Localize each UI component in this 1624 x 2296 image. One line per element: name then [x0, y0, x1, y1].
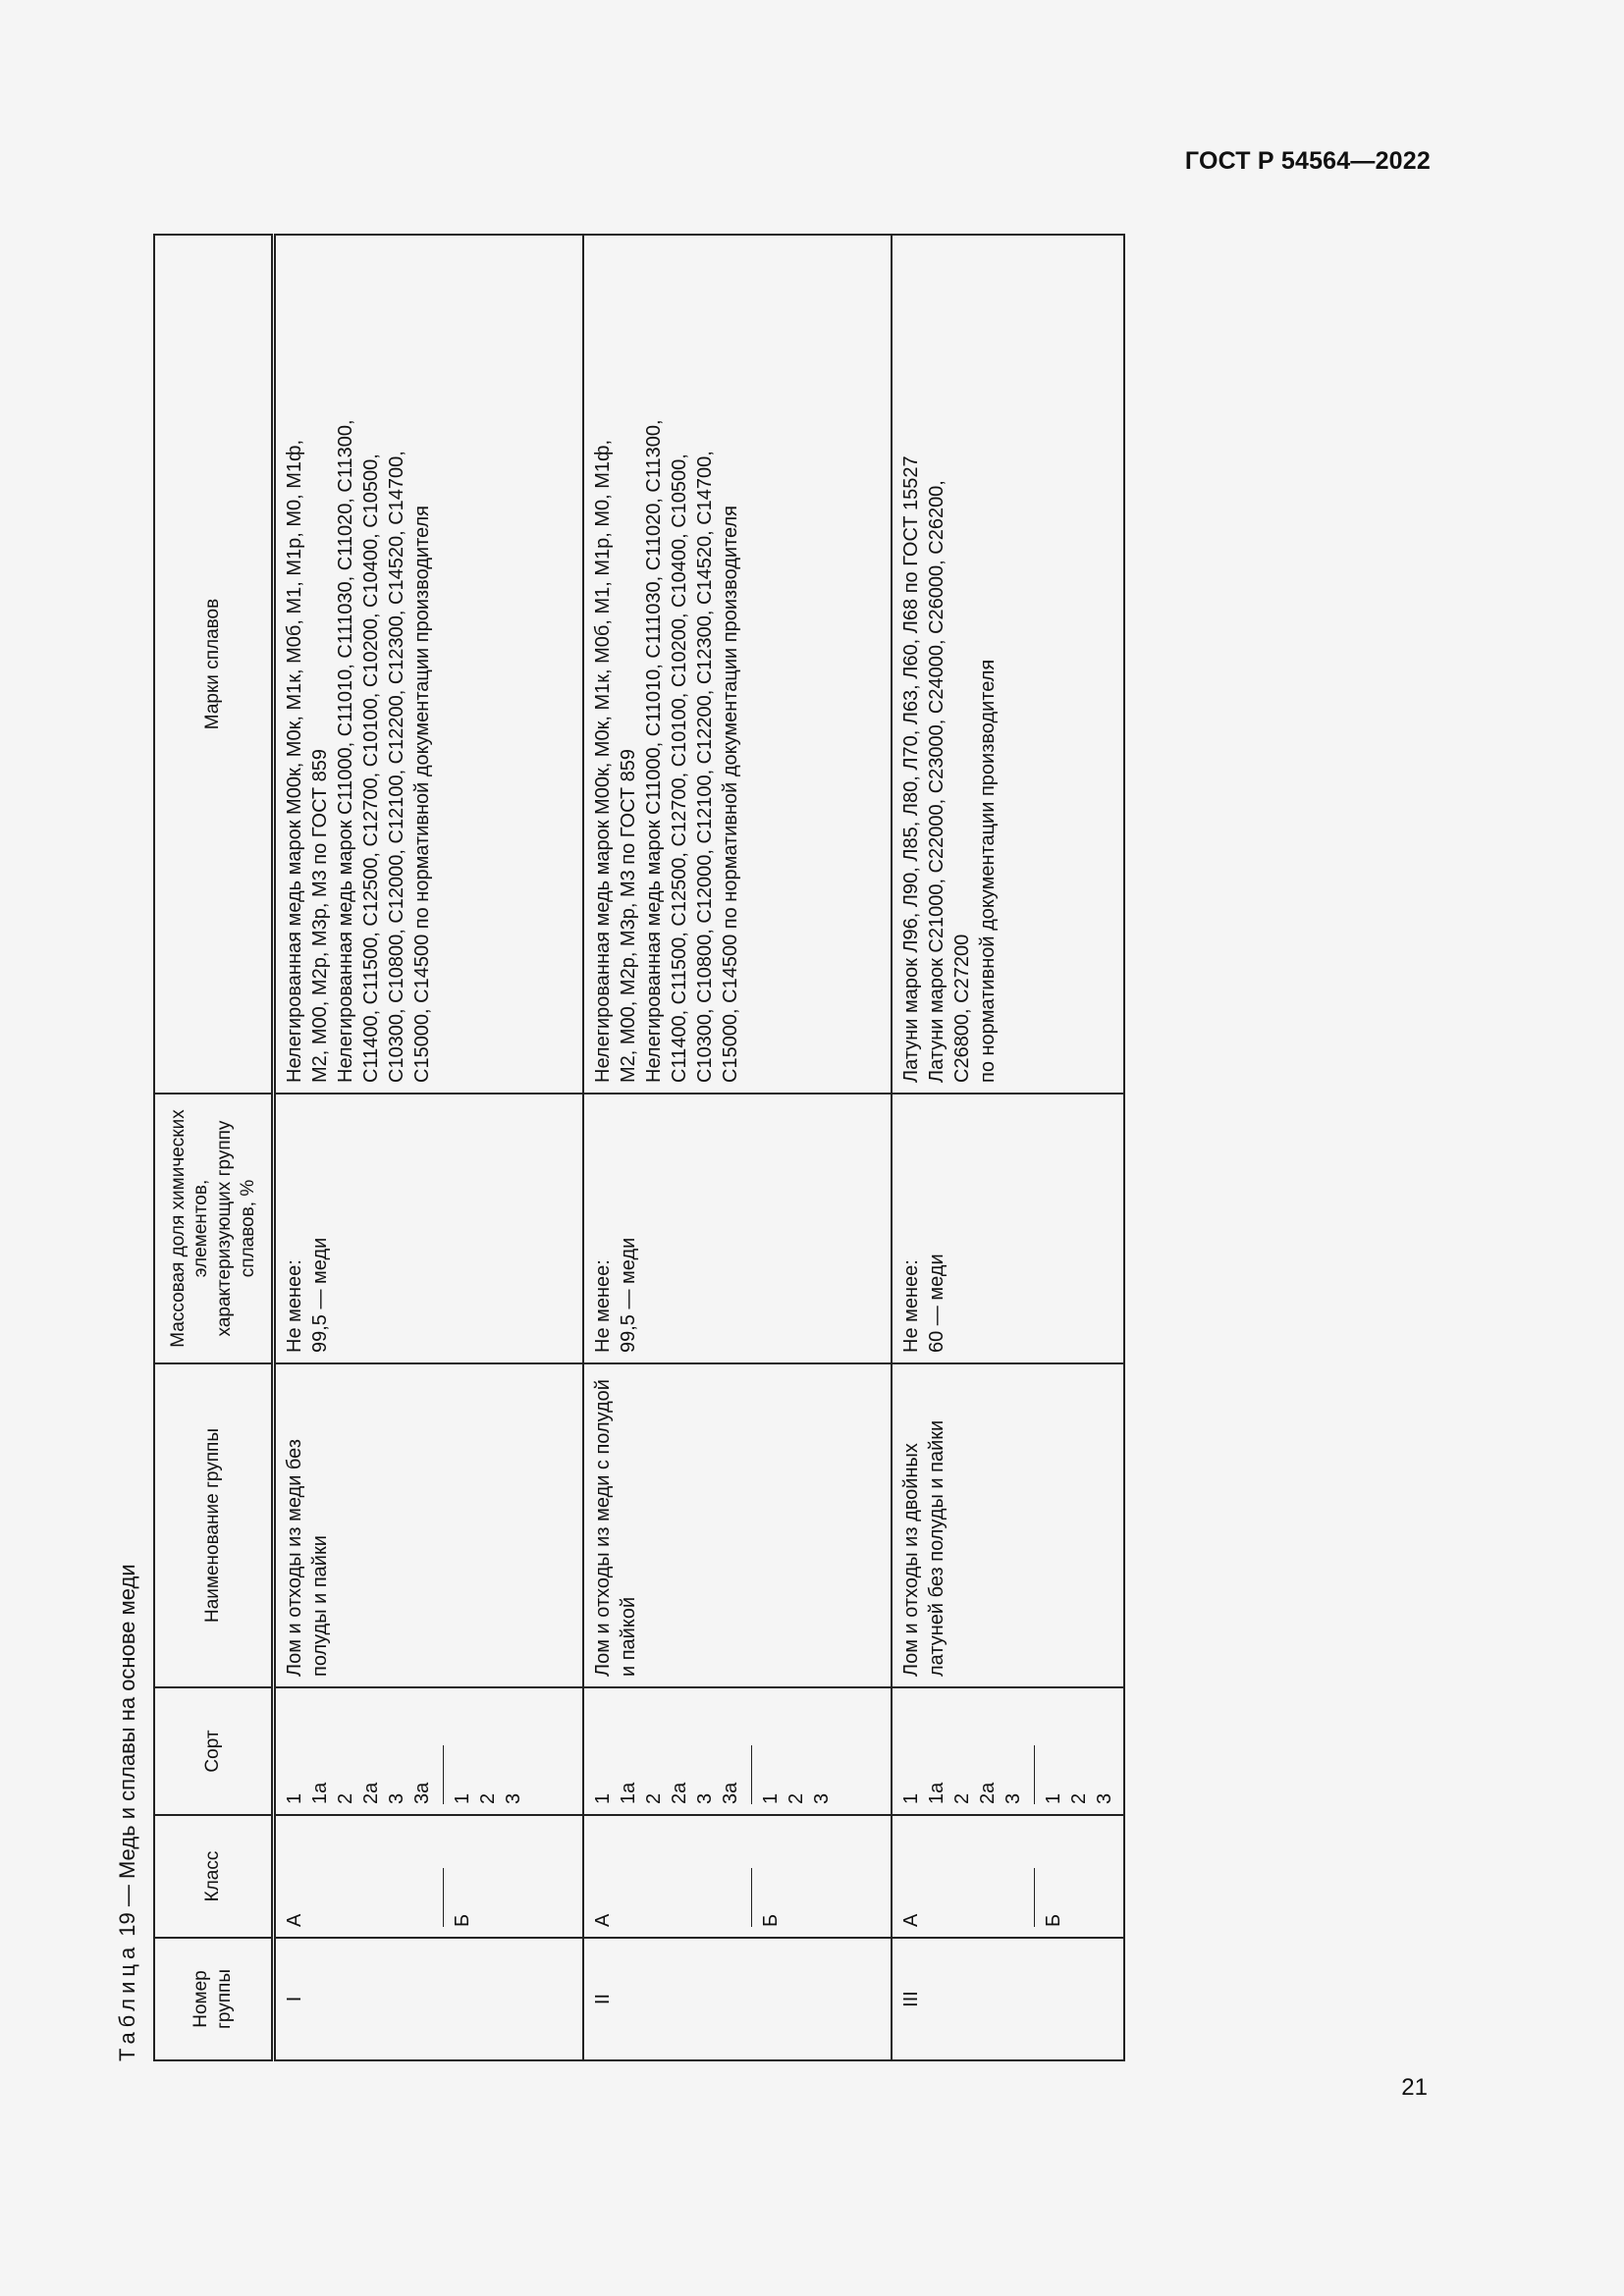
- table-row: [892, 235, 1124, 2060]
- sort-cell: 1 1а 2 2а 3 1 2 3: [892, 1687, 1124, 1815]
- header-sort: Сорт: [154, 1687, 274, 1815]
- alloy-grades-cell: Нелегированная медь марок М00к, М0к, М1к, М0б, М1, М1р, М0, М1ф, М2, М00, М2р, М3р, М3 по ГОСТ 859 Нелегированная медь марок С11000, С11010, С111030, С11020, С11300, С11400, С11500, С12500, С12700, С10100, С10200, С10400, С10500, С10300, С10800, С12000, С12100, С12200, С12300, С14520, С14700, С15000, С14500 по нормативной документации производителя: [274, 235, 584, 1094]
- header-alloy-grades: Марки сплавов: [154, 235, 274, 1094]
- table-caption: [108, 1564, 147, 2061]
- table-row: [583, 235, 892, 2060]
- group-name-cell: Лом и отходы из двойных латуней без полуды и пайки: [892, 1363, 1124, 1687]
- caption-prefix: Таблица: [115, 1942, 139, 2061]
- mass-fraction-cell: Не менее: 60 — меди: [892, 1094, 1124, 1363]
- header-group-number: Номер группы: [154, 1938, 274, 2060]
- group-name-cell: Лом и отходы из меди без полуды и пайки: [274, 1363, 584, 1687]
- caption-text: 19 — Медь и сплавы на основе меди: [115, 1564, 139, 1937]
- group-number-cell: II: [583, 1938, 892, 2060]
- sort-cell: 1 1а 2 2а 3 3а 1 2 3: [274, 1687, 584, 1815]
- group-name-cell: Лом и отходы из меди с полудой и пайкой: [583, 1363, 892, 1687]
- sort-cell: 1 1а 2 2а 3 3а 1 2 3: [583, 1687, 892, 1815]
- page-number: 21: [1401, 2074, 1428, 2101]
- group-number-cell: I: [274, 1938, 584, 2060]
- header-mass-fraction: Массовая доля химических элементов, характеризующих группу сплавов, %: [154, 1094, 274, 1363]
- copper-alloys-table: [153, 234, 1125, 2061]
- header-class: Класс: [154, 1815, 274, 1938]
- alloy-grades-cell: Латуни марок Л96, Л90, Л85, Л80, Л70, Л63, Л60, Л68 по ГОСТ 15527 Латуни марок С21000, С22000, С23000, С24000, С26000, С26200, С26800, С27200 по нормативной документации производителя: [892, 235, 1124, 1094]
- class-cell: А Б: [274, 1815, 584, 1938]
- mass-fraction-cell: Не менее: 99,5 — меди: [583, 1094, 892, 1363]
- mass-fraction-cell: Не менее: 99,5 — меди: [274, 1094, 584, 1363]
- group-number-cell: III: [892, 1938, 1124, 2060]
- header-group-name: Наименование группы: [154, 1363, 274, 1687]
- table-row: [274, 235, 584, 2060]
- table-header-row: [154, 235, 274, 2060]
- alloy-grades-cell: Нелегированная медь марок М00к, М0к, М1к, М0б, М1, М1р, М0, М1ф, М2, М00, М2р, М3р, М3 по ГОСТ 859 Нелегированная медь марок С11000, С11010, С111030, С11020, С11300, С11400, С11500, С12500, С12700, С10100, С10200, С10400, С10500, С10300, С10800, С12000, С12100, С12200, С12300, С14520, С14700, С15000, С14500 по нормативной документации производителя: [583, 235, 892, 1094]
- class-cell: А Б: [892, 1815, 1124, 1938]
- rotated-table-area: [108, 226, 1188, 2061]
- standard-designation: ГОСТ Р 54564—2022: [1184, 147, 1431, 175]
- class-cell: А Б: [583, 1815, 892, 1938]
